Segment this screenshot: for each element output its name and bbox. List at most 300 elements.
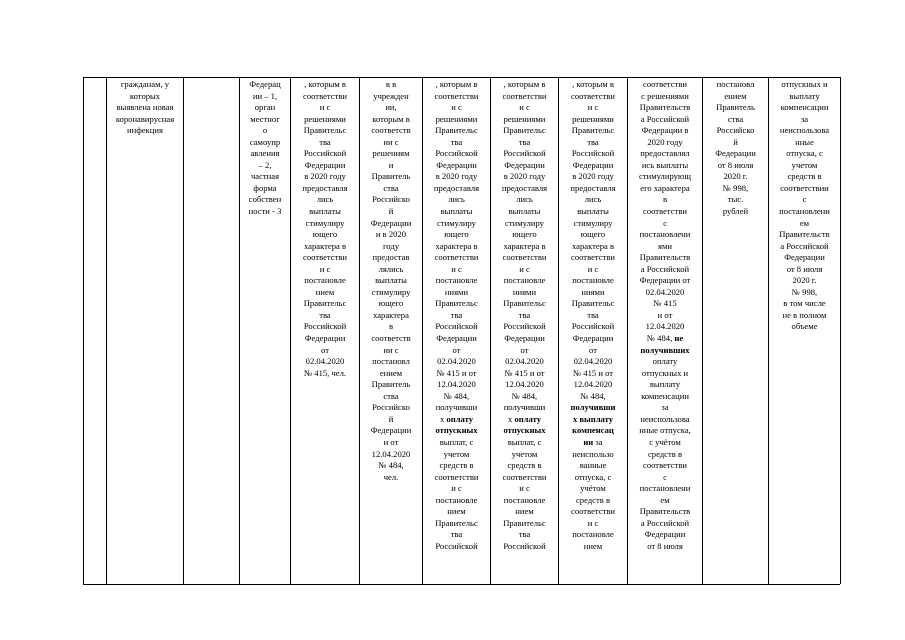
cell-line: 12.04.2020 (645, 321, 685, 332)
cell-line: лялись (378, 263, 404, 274)
cell-line: соответстви (643, 79, 687, 89)
cell-line: получивши (503, 402, 546, 413)
cell-line: Федерации (715, 148, 756, 159)
cell-line: получивших (640, 344, 690, 355)
cell-line (628, 333, 702, 345)
cell-line: предоставля (433, 182, 480, 193)
cell-line: решениями (435, 113, 478, 124)
cell-stimulus-payments-415 (291, 79, 359, 379)
cell-line-part: не (674, 333, 684, 344)
cell-line: самоупр (249, 136, 281, 147)
cell-line: в 2020 году (435, 171, 478, 182)
cell-line: ванные (579, 460, 607, 471)
cell-line: 2020 г. (792, 275, 817, 286)
cell-line: соответстви (571, 252, 615, 263)
cell-line: 02.04.2020 (645, 286, 685, 297)
cell-line: тва (450, 529, 463, 540)
cell-line: компенсации (780, 102, 829, 113)
column-divider (106, 77, 107, 584)
cell-line: в 2020 году (503, 171, 546, 182)
cell-line: тва (450, 309, 463, 320)
cell-partially-received (769, 79, 840, 333)
cell-line: нием (315, 286, 335, 297)
cell-line: Российской (435, 148, 478, 159)
cell-line: тва (450, 136, 463, 147)
cell-line: учётом (580, 483, 606, 494)
cell-line: стимулиру (371, 286, 411, 297)
cell-line: 12.04.2020 (371, 448, 411, 459)
cell-line: и с (451, 483, 462, 494)
cell-line: ства (727, 113, 744, 124)
cell-line: 02.04.2020 (505, 356, 544, 367)
cell-line: Правительс (503, 298, 546, 309)
cell-line: Российско (716, 125, 755, 136)
table-bottom-border (83, 584, 840, 585)
cell-line: й (733, 136, 738, 147)
cell-line: Правительств (639, 102, 691, 113)
cell-line: ности - 3 (248, 206, 282, 217)
cell-line: ением (724, 90, 747, 101)
cell-line: лись (316, 194, 334, 205)
cell-line: выплаты (309, 206, 341, 217)
column-divider (83, 77, 84, 584)
cell-line: и с (319, 263, 331, 274)
cell-line: в в (385, 79, 397, 89)
cell-line: ии, (385, 102, 397, 113)
cell-line: постановлени (779, 206, 830, 217)
cell-line: компенсации (641, 390, 689, 401)
cell-line: нием (583, 540, 603, 551)
cell-line: Федерации (572, 333, 614, 344)
cell-line: соответстви (303, 90, 347, 101)
cell-line: ями (658, 240, 672, 251)
cell-line: а Российской (640, 263, 690, 274)
cell-line: Российской (303, 321, 347, 332)
cell-line: ниями (581, 286, 605, 297)
cell-line: Российской (503, 321, 546, 332)
cell-line: лись (584, 194, 602, 205)
cell-line: Правитель (716, 102, 755, 113)
cell-line: № 484, (511, 390, 538, 401)
cell-line: выплату (649, 379, 681, 390)
cell-line-part: х (439, 413, 447, 424)
cell-line: его характера (640, 182, 690, 193)
cell-line: с учётом (649, 436, 681, 447)
cell-line: Федерации (784, 252, 825, 263)
cell-line: неиспользова (640, 413, 690, 424)
cell-line: соответстви (502, 90, 547, 101)
cell-line (423, 414, 490, 426)
cell-line: Правительс (571, 125, 615, 136)
cell-line: за (800, 113, 809, 124)
cell-line: ющего (580, 229, 606, 240)
cell-line (491, 414, 558, 426)
cell-compensation-received (559, 79, 627, 552)
cell-line: и с (587, 102, 599, 113)
cell-line: оплату (652, 356, 678, 367)
cell-line: ства (383, 182, 399, 193)
cell-line: соответстви (502, 471, 547, 482)
cell-line: Правитель (371, 171, 411, 182)
cell-line: с (663, 471, 667, 482)
cell-line: и с (451, 263, 462, 274)
cell-line: № 415 и от (436, 367, 477, 378)
cell-recipients (107, 79, 183, 137)
cell-line: форма (253, 182, 277, 193)
cell-line: соответстви (571, 90, 615, 101)
cell-line: и от (657, 309, 673, 320)
cell-line: Российско (372, 194, 410, 205)
cell-line: а Российской (640, 517, 690, 528)
cell-line: выплаты (577, 206, 609, 217)
cell-line: Российской (303, 148, 347, 159)
cell-line: Правительс (503, 517, 546, 528)
cell-line: соответстви (502, 252, 547, 263)
cell-line: Федерации (504, 159, 545, 170)
cell-line: № 415 и от (572, 367, 614, 378)
cell-line: учетом (443, 448, 470, 459)
cell-line: неиспользова (779, 125, 830, 136)
cell-line-part: х (507, 413, 515, 424)
cell-line-part: за (593, 436, 603, 447)
cell-line: Правительств (639, 252, 691, 263)
cell-line: предоставля (302, 182, 348, 193)
cell-line: характера в (303, 240, 347, 251)
cell-line: получивши (435, 402, 478, 413)
cell-line: а Российской (780, 240, 829, 251)
cell-line: нные отпуска, (639, 425, 691, 436)
cell-line: орган (254, 102, 276, 113)
cell-line: отпускных (435, 425, 478, 436)
cell-line: № 484, (378, 460, 404, 471)
cell-line: Российской (503, 540, 546, 551)
cell-line: с (663, 217, 667, 228)
cell-line: № 484, (580, 390, 606, 401)
cell-line: с (802, 194, 807, 205)
cell-line: нием (515, 506, 534, 517)
cell-line: о (262, 125, 268, 136)
cell-line: ись выплаты (641, 159, 689, 170)
cell-line: й (388, 206, 394, 217)
cell-line: не в полном (782, 309, 827, 320)
cell-line: 2020 году (647, 136, 683, 147)
cell-line: выплат, с (507, 436, 542, 447)
cell-line: в 2020 году (572, 171, 614, 182)
cell-line: собствен (248, 194, 282, 205)
cell-line: выплаты (440, 206, 473, 217)
cell-line: постановле (503, 275, 546, 286)
cell-line: предоставлял (640, 148, 690, 159)
cell-line: отпускных и (781, 79, 828, 89)
cell-line: средств в (507, 460, 542, 471)
cell-line: отпускных и (641, 367, 689, 378)
cell-line: ии с (383, 136, 399, 147)
cell-line: от (321, 344, 329, 355)
cell-line: от 8 июля (717, 159, 754, 170)
cell-line: 12.04.2020 (437, 379, 476, 390)
cell-line: лись (448, 194, 465, 205)
cell-line: соответстви (434, 471, 479, 482)
cell-line: получивши (570, 402, 616, 413)
cell-line: 02.04.2020 (305, 356, 345, 367)
cell-line: 02.04.2020 (573, 356, 613, 367)
cell-line: соответстви (571, 506, 615, 517)
cell-line: стимулиру (305, 217, 345, 228)
cell-line: тва (319, 136, 331, 147)
cell-line: Правительс (435, 517, 478, 528)
cell-line-part: оплату (514, 413, 541, 424)
cell-line: характера (373, 309, 409, 320)
cell-line: стимулиру (437, 217, 476, 228)
cell-line: – 2, (258, 159, 272, 170)
cell-line: постановле (572, 275, 614, 286)
cell-line: ниями (512, 286, 537, 297)
column-divider (183, 77, 184, 584)
cell-line: и с (519, 483, 530, 494)
cell-line: Федерации в (641, 125, 689, 136)
cell-line: выявлена новая (116, 102, 174, 113)
cell-line: Правительс (303, 298, 347, 309)
cell-line: соответствии (780, 182, 829, 193)
cell-line: решениям (372, 148, 410, 159)
cell-line: предоставля (501, 182, 548, 193)
cell-line-part: оплату (446, 413, 473, 424)
cell-line: Правительс (503, 125, 546, 136)
cell-line: отпуска, с (786, 148, 823, 159)
cell-line: от 8 июля (786, 263, 823, 274)
cell-line: инфекция (127, 125, 163, 136)
cell-line: от 8 июля (647, 540, 683, 551)
cell-line: местног (250, 113, 280, 124)
cell-line: соответстви (643, 460, 687, 471)
cell-line: и с (587, 517, 599, 528)
cell-line-part: ии (583, 436, 594, 447)
cell-line: в 2020 году (304, 171, 346, 182)
cell-line: неиспользо (572, 448, 614, 459)
cell-line: частная (250, 171, 280, 182)
table-top-border (83, 77, 840, 78)
cell-line: , которым в (435, 79, 478, 89)
cell-line: Правительс (571, 298, 615, 309)
cell-line: выплату (789, 90, 820, 101)
cell-line: № 415, чел. (303, 367, 347, 378)
cell-line: ением (379, 367, 403, 378)
cell-line: от (520, 344, 529, 355)
cell-line: и с (519, 263, 530, 274)
cell-not-received (628, 79, 702, 552)
cell-line: предоставля (570, 182, 616, 193)
cell-line: тва (319, 309, 331, 320)
cell-line: чел. (383, 471, 399, 482)
cell-line: № 998, (722, 182, 749, 193)
column-divider (840, 77, 841, 584)
cell-line: постановле (304, 275, 346, 286)
cell-line: и с (519, 102, 530, 113)
cell-line: постановлени (639, 483, 691, 494)
cell-line: Правительс (435, 298, 478, 309)
cell-line: соответстви (643, 206, 687, 217)
cell-line: от (589, 344, 597, 355)
cell-line: ии – 1, (252, 90, 278, 101)
cell-line: рублей (722, 206, 749, 217)
cell-line: ства (383, 390, 399, 401)
cell-line: характера в (503, 240, 546, 251)
cell-line: постановле (503, 494, 546, 505)
cell-line: стимулиру (505, 217, 544, 228)
cell-line: тыс. (727, 194, 744, 205)
cell-line: нием (447, 506, 466, 517)
cell-line: Федерации (370, 217, 412, 228)
cell-line: Правительств (779, 229, 830, 240)
cell-line: Федерац (249, 79, 281, 89)
cell-line: № 484, (443, 390, 470, 401)
cell-line: Правительс (435, 125, 478, 136)
cell-line: постановл (372, 356, 410, 367)
cell-line: ем (799, 217, 810, 228)
cell-line: стимулиру (573, 217, 613, 228)
cell-line: а Российской (640, 113, 690, 124)
cell-line: соответстви (303, 252, 347, 263)
cell-line: выплат, с (439, 436, 474, 447)
cell-line: с решениями (641, 90, 689, 101)
cell-line: средств в (787, 171, 822, 182)
cell-line: которым в (372, 113, 410, 124)
cell-line: и с (319, 102, 331, 113)
cell-line: 02.04.2020 (437, 356, 476, 367)
cell-line: в том числе (783, 298, 826, 309)
cell-line: нные (795, 136, 814, 147)
cell-line: стимулирующ (639, 171, 691, 182)
cell-line: ющего (378, 298, 404, 309)
cell-line: Федерации (436, 333, 477, 344)
cell-line: гражданам, у (120, 79, 170, 89)
cell-line: Федерации (504, 333, 545, 344)
cell-line: 12.04.2020 (573, 379, 613, 390)
cell-line: тва (587, 136, 599, 147)
cell-line: отпуска, с (574, 471, 612, 482)
cell-line: и с (587, 263, 599, 274)
cell-line: ющего (444, 229, 469, 240)
cell-line: и в 2020 (375, 229, 407, 240)
cell-line: выплаты (508, 206, 541, 217)
cell-line: Федерации от (639, 275, 691, 286)
cell-line: в (662, 194, 668, 205)
cell-ownership-form (240, 79, 290, 218)
cell-line: объеме (791, 321, 818, 332)
cell-line: х выплату (572, 413, 614, 424)
cell-line: тва (587, 309, 599, 320)
cell-line: учрежден (373, 90, 409, 101)
cell-line: Российской (435, 540, 478, 551)
cell-line: Федерации (436, 159, 477, 170)
cell-line: Правитель (371, 379, 411, 390)
cell-line: № 415 и от (504, 367, 545, 378)
cell-line: постановле (435, 275, 478, 286)
cell-line: соответств (371, 125, 411, 136)
cell-line: , которым в (572, 79, 614, 89)
cell-line: постановле (435, 494, 478, 505)
cell-line: выплаты (375, 275, 407, 286)
cell-line: характера в (571, 240, 615, 251)
cell-line: авления (250, 148, 280, 159)
cell-line: которых (129, 90, 161, 101)
cell-line: й (388, 413, 394, 424)
cell-line: и (388, 159, 394, 170)
cell-line: постановлени (639, 229, 691, 240)
cell-line: учетом (511, 448, 538, 459)
cell-stimulus-payments-484 (360, 79, 422, 483)
cell-line: Российской (503, 148, 546, 159)
cell-line: тва (518, 309, 531, 320)
cell-line: ющего (512, 229, 537, 240)
cell-line: ем (660, 494, 670, 505)
cell-line: решениями (503, 113, 546, 124)
cell-line: учетом (791, 159, 818, 170)
cell-line: средств в (647, 448, 683, 459)
cell-line: и с (451, 102, 462, 113)
cell-line: средств в (439, 460, 474, 471)
cell-line (559, 437, 627, 449)
cell-line: Российской (571, 321, 615, 332)
cell-line: соответстви (434, 90, 479, 101)
cell-line: характера в (435, 240, 478, 251)
cell-line: Федерации (370, 425, 412, 436)
cell-line: Федерации (304, 159, 346, 170)
cell-line: за (661, 402, 669, 413)
cell-line: и от (383, 436, 399, 447)
cell-line: коронавирусная (115, 113, 175, 124)
cell-amount-thousand-rubles (703, 79, 768, 218)
cell-line: , которым в (304, 79, 346, 89)
cell-line: тва (518, 529, 531, 540)
cell-line-part: № 484, (646, 333, 675, 344)
cell-line: № 415 (653, 298, 677, 309)
cell-line: компенсац (572, 425, 614, 436)
cell-line: соответств (371, 333, 411, 344)
cell-line: № 998, (791, 286, 818, 297)
cell-line: Правительств (639, 506, 691, 517)
cell-line: лись (516, 194, 533, 205)
cell-line: Российской (571, 148, 615, 159)
cell-line: Федерации (304, 333, 346, 344)
cell-line: решениями (304, 113, 346, 124)
cell-line: Российской (435, 321, 478, 332)
cell-line: 12.04.2020 (505, 379, 544, 390)
cell-line: постановл (716, 79, 755, 89)
cell-line: , которым в (503, 79, 546, 89)
cell-line: тва (518, 136, 531, 147)
cell-line: от (452, 344, 461, 355)
cell-line: ниями (444, 286, 469, 297)
cell-line: соответстви (434, 252, 479, 263)
cell-line: 2020 г. (723, 171, 748, 182)
cell-line: отпускных (503, 425, 546, 436)
cell-line: постановле (572, 529, 614, 540)
cell-vacation-pay-received (423, 79, 490, 552)
cell-line: Федерации (572, 159, 614, 170)
cell-line: средств в (575, 494, 611, 505)
cell-line: предостав (372, 252, 410, 263)
cell-line: ющего (312, 229, 338, 240)
cell-line: в (388, 321, 394, 332)
cell-vacation-pay-received-2 (491, 79, 558, 552)
cell-line: Правительс (303, 125, 347, 136)
cell-line: Федерации (644, 529, 686, 540)
cell-line: решениями (572, 113, 614, 124)
cell-line: году (382, 240, 400, 251)
cell-line: ии с (383, 344, 399, 355)
cell-line: Российско (372, 402, 410, 413)
